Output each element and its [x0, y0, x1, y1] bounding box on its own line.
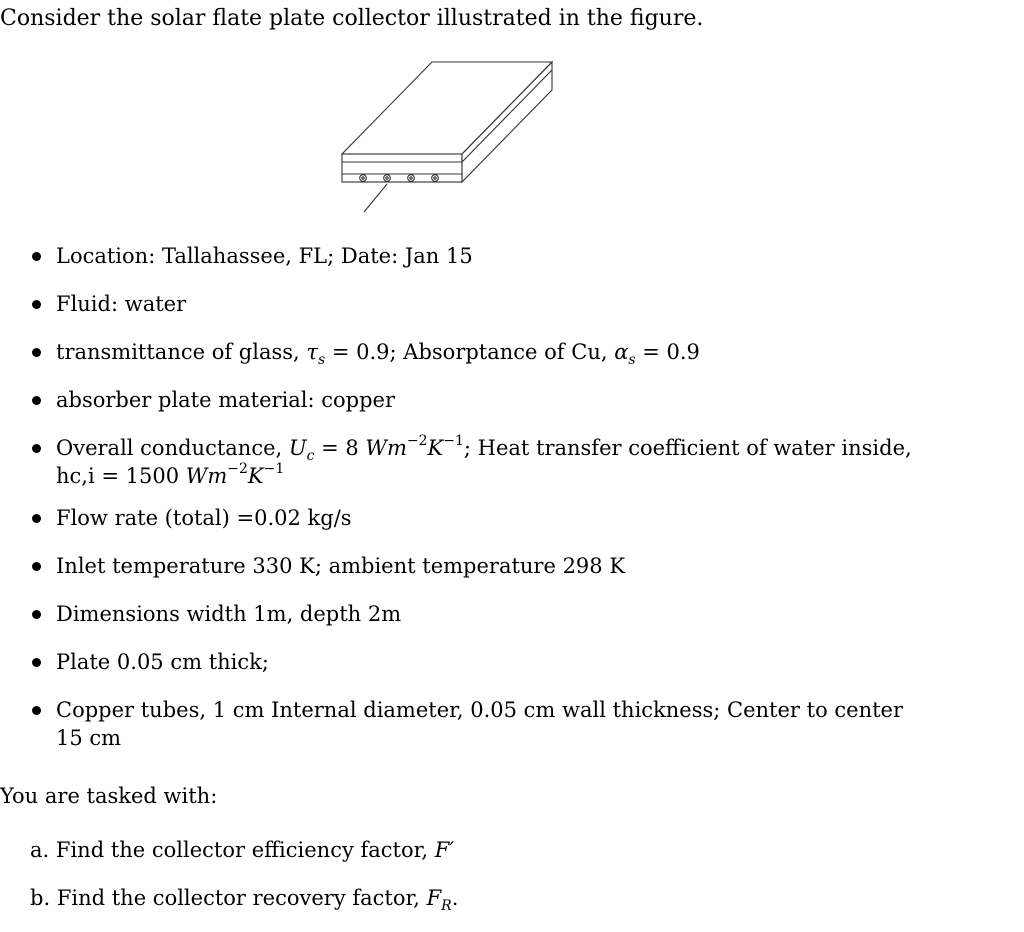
tube-3	[408, 175, 415, 182]
tube-4	[432, 175, 439, 182]
fluid-text: Fluid: water	[56, 292, 187, 316]
flow-text: Flow rate (total) =0.02 kg/s	[56, 506, 352, 530]
conductance-text: Overall conductance, $U_c = 8$ $Wm^{-2}K^{-1}$; Heat transfer coefficient of water inside, hc,i = 1500 $Wm^{-2}K^{-1}$	[56, 433, 912, 488]
dimensions-text: Dimensions width 1m, depth 2m	[56, 602, 402, 626]
tubes-text: Copper tubes, 1 cm Internal diameter, 0.05 cm wall thickness; Center to center 15 cm	[56, 698, 904, 750]
location-text: Location: Tallahassee, FL; Date: Jan 15	[56, 244, 473, 268]
collector-top-face	[342, 62, 552, 154]
parameter-list	[32, 242, 932, 772]
tube-1	[360, 175, 367, 182]
temps-text: Inlet temperature 330 K; ambient temperature 298 K	[56, 554, 626, 578]
pointer-line	[364, 184, 387, 212]
list-item	[32, 696, 932, 752]
list-item	[32, 648, 932, 676]
intro-text: Consider the solar flate plate collector illustrated in the figure.	[0, 6, 704, 31]
list-item	[32, 600, 932, 628]
optics-text: transmittance of glass, $\tau_s = 0.9$; Absorptance of Cu, $\alpha_s = 0.9$	[56, 340, 700, 369]
collector-figure	[330, 56, 570, 216]
task-heading: You are tasked with:	[0, 784, 218, 808]
list-item	[32, 290, 932, 318]
plate-text: Plate 0.05 cm thick;	[56, 650, 269, 674]
list-item	[32, 434, 932, 490]
list-item	[32, 386, 932, 414]
material-text: absorber plate material: copper	[56, 388, 396, 412]
list-item	[32, 552, 932, 580]
task-list	[30, 836, 458, 932]
task-a: a. Find the collector efficiency factor, F′	[30, 838, 455, 862]
list-item	[32, 504, 932, 532]
list-item	[32, 242, 932, 270]
task-b: b. Find the collector recovery factor, $F_R$.	[30, 886, 459, 915]
tube-2	[384, 175, 391, 182]
collector-side-face	[462, 62, 552, 182]
list-item	[32, 338, 932, 369]
